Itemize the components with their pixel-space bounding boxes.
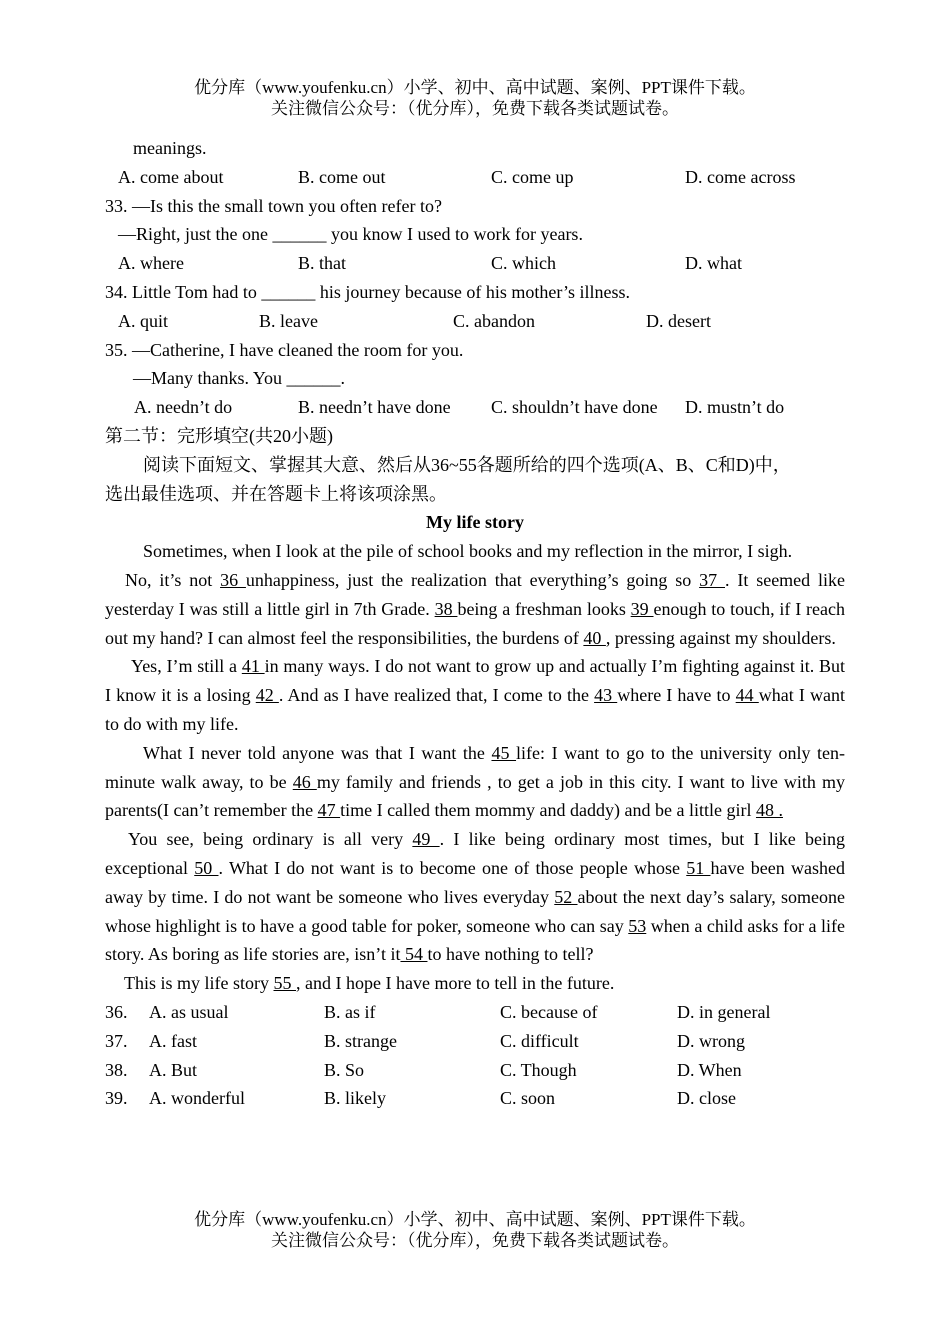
p5-text: to have nothing to tell? — [427, 944, 594, 965]
q32-tail-text: meanings. — [133, 138, 207, 158]
p2-text: . It seemed like yesterday I was still a little girl in 7th Grade. — [105, 569, 846, 619]
blank-55: 55 — [273, 973, 296, 994]
q33-line2-text: —Right, just the one ______ you know I used to work for years. — [118, 224, 583, 245]
choice-option-d: D. close — [677, 1088, 736, 1109]
passage-paragraph-6 — [105, 969, 845, 998]
page-content — [105, 134, 845, 1113]
q35-stem — [105, 336, 845, 365]
q33-option-d: D. what — [685, 253, 742, 274]
choice-option-b: B. as if — [324, 1001, 376, 1022]
q34-option-c: C. abandon — [453, 310, 535, 331]
q33-options — [105, 249, 845, 278]
blank-43: 43 — [594, 685, 618, 706]
choice-option-a: A. fast — [149, 1030, 197, 1051]
p4-text: time I called them mommy and daddy) and be a little girl — [340, 800, 756, 821]
blank-52: 52 — [554, 886, 578, 907]
section-instruction-2: 选出最佳选项、并在答题卡上将该项涂黑。 — [105, 483, 447, 504]
q32-options — [105, 163, 845, 192]
blank-47: 47 — [317, 800, 341, 821]
choice-row-36 — [105, 998, 845, 1027]
blank-54: 54 — [400, 944, 428, 965]
q32-option-a: A. come about — [118, 166, 224, 187]
p5-text: about the next day’s salary, someone whose highlight is to have a good table for poker, someone who can say — [105, 886, 845, 936]
choice-number: 37. — [105, 1030, 128, 1051]
choice-option-b: B. strange — [324, 1030, 397, 1051]
header-line-2: 关注微信公众号：（优分库），免费下载各类试题试卷。 — [271, 99, 679, 118]
choice-option-b: B. So — [324, 1059, 365, 1080]
p4-text: life: I want to go to the university only ten-minute walk away, to be — [105, 742, 845, 792]
q35-option-d: D. mustn’t do — [685, 397, 785, 418]
blank-39: 39 — [630, 598, 654, 619]
passage-paragraph-4 — [105, 739, 845, 825]
passage-paragraph-5 — [105, 825, 845, 969]
blank-45: 45 — [491, 742, 517, 763]
footer-line-2: 关注微信公众号：（优分库），免费下载各类试题试卷。 — [271, 1231, 679, 1250]
choice-number: 36. — [105, 1001, 128, 1022]
q33-line2 — [105, 220, 845, 249]
blank-37: 37 — [699, 569, 725, 590]
blank-44: 44 — [735, 685, 759, 706]
section-heading: 第二节：完形填空(共20小题) — [105, 425, 333, 446]
blank-48: 48 . — [755, 800, 783, 821]
choice-option-d: D. in general — [677, 1001, 771, 1022]
q34-stem — [105, 278, 845, 307]
choice-option-d: D. wrong — [677, 1030, 745, 1051]
choice-option-b: B. likely — [324, 1088, 386, 1109]
p6-text: , and I hope I have more to tell in the future. — [296, 973, 615, 994]
p2-text: No, it’s not — [125, 569, 221, 590]
blank-36: 36 — [220, 569, 246, 590]
p2-text: enough to touch, if I reach out my hand? I can almost feel the responsibilities, the burdens of — [105, 598, 846, 648]
blank-38: 38 — [434, 598, 458, 619]
p5-text: . I like being ordinary most times, but I like being exceptional — [105, 829, 846, 878]
header-line-1: 优分库（www.youfenku.cn）小学、初中、高中试题、案例、PPT课件下载。 — [194, 78, 756, 97]
passage-paragraph-1: Sometimes, when I look at the pile of school books and my reflection in the mirror, I sigh. — [143, 541, 793, 562]
q35-options — [105, 393, 845, 422]
q33-option-a: A. where — [118, 253, 184, 274]
footer-line-1: 优分库（www.youfenku.cn）小学、初中、高中试题、案例、PPT课件下载。 — [194, 1210, 756, 1229]
q32-tail-line — [105, 134, 845, 163]
p4-text: What I never told anyone was that I want the — [143, 742, 492, 763]
q35-option-c: C. shouldn’t have done — [491, 397, 658, 418]
choice-row-38 — [105, 1056, 845, 1085]
choice-option-c: C. difficult — [500, 1030, 579, 1051]
blank-49: 49 — [412, 829, 440, 850]
choice-number: 39. — [105, 1088, 128, 1109]
q32-option-b: B. come out — [298, 166, 386, 187]
blank-41: 41 — [241, 656, 265, 677]
blank-53: 53 — [628, 915, 647, 936]
q33-option-c: C. which — [491, 253, 556, 274]
blank-40: 40 — [583, 627, 606, 648]
q34-option-a: A. quit — [118, 310, 169, 331]
choice-option-c: C. Though — [500, 1059, 577, 1080]
p3-text: . And as I have realized that, I come to the — [278, 685, 595, 706]
p2-text: being a freshman looks — [457, 598, 631, 619]
p5-text: when a child asks for a life story. As boring as life stories are, isn’t it — [105, 915, 845, 965]
q32-option-d: D. come across — [685, 166, 796, 187]
p4-text: my family and friends , to get a job in this city. I want to live with my parents(I can’t remember the — [105, 771, 846, 821]
choice-option-c: C. soon — [500, 1088, 556, 1109]
choice-row-39 — [105, 1084, 845, 1113]
p6-text: This is my life story — [124, 973, 274, 994]
passage-paragraph-2 — [105, 566, 845, 652]
p5-text: You see, being ordinary is all very — [128, 829, 413, 850]
choice-option-a: A. wonderful — [149, 1088, 245, 1109]
q34-options — [105, 307, 845, 336]
choice-option-a: A. as usual — [149, 1001, 229, 1022]
q32-option-c: C. come up — [491, 166, 574, 187]
blank-46: 46 — [292, 771, 317, 792]
page-footer — [0, 1209, 950, 1251]
passage-title: My life story — [426, 512, 524, 533]
q35-stem-text: 35. —Catherine, I have cleaned the room for you. — [105, 339, 464, 360]
section-instruction-1: 阅读下面短文、掌握其大意、然后从36~55各题所给的四个选项(A、B、C和D)中， — [143, 454, 791, 475]
p2-text: unhappiness, just the realization that everything’s going so — [245, 569, 700, 590]
p3-text: where I have to — [617, 685, 736, 706]
q34-stem-text: 34. Little Tom had to ______ his journey because of his mother’s illness. — [105, 281, 631, 302]
p2-text: , pressing against my shoulders. — [605, 627, 836, 648]
q35-line2-text: —Many thanks. You ______. — [133, 368, 346, 389]
q33-stem-text: 33. —Is this the small town you often refer to? — [105, 195, 442, 216]
p3-text: what I want to do with my life. — [105, 685, 845, 734]
q34-option-b: B. leave — [259, 310, 318, 331]
q35-line2 — [105, 364, 845, 393]
q35-option-a: A. needn’t do — [134, 397, 233, 418]
blank-51: 51 — [686, 857, 711, 878]
choice-option-c: C. because of — [500, 1001, 598, 1022]
q34-option-d: D. desert — [646, 310, 711, 331]
choice-option-a: A. But — [149, 1059, 198, 1080]
p3-text: Yes, I’m still a — [131, 656, 242, 677]
q33-stem — [105, 192, 845, 221]
p5-text: have been washed away by time. I do not want be someone who lives everyday — [105, 857, 845, 907]
q35-option-b: B. needn’t have done — [298, 397, 451, 418]
passage-paragraph-3 — [105, 652, 845, 738]
choice-number: 38. — [105, 1059, 128, 1080]
choice-option-d: D. When — [677, 1059, 742, 1080]
blank-42: 42 — [255, 685, 279, 706]
p5-text: . What I do not want is to become one of those people whose — [218, 857, 687, 878]
p3-text: in many ways. I do not want to grow up and actually I’m fighting against it. But I know it is a losing — [105, 656, 845, 706]
choice-row-37 — [105, 1027, 845, 1056]
blank-50: 50 — [194, 857, 219, 878]
q33-option-b: B. that — [298, 253, 346, 274]
page-header — [0, 77, 950, 119]
